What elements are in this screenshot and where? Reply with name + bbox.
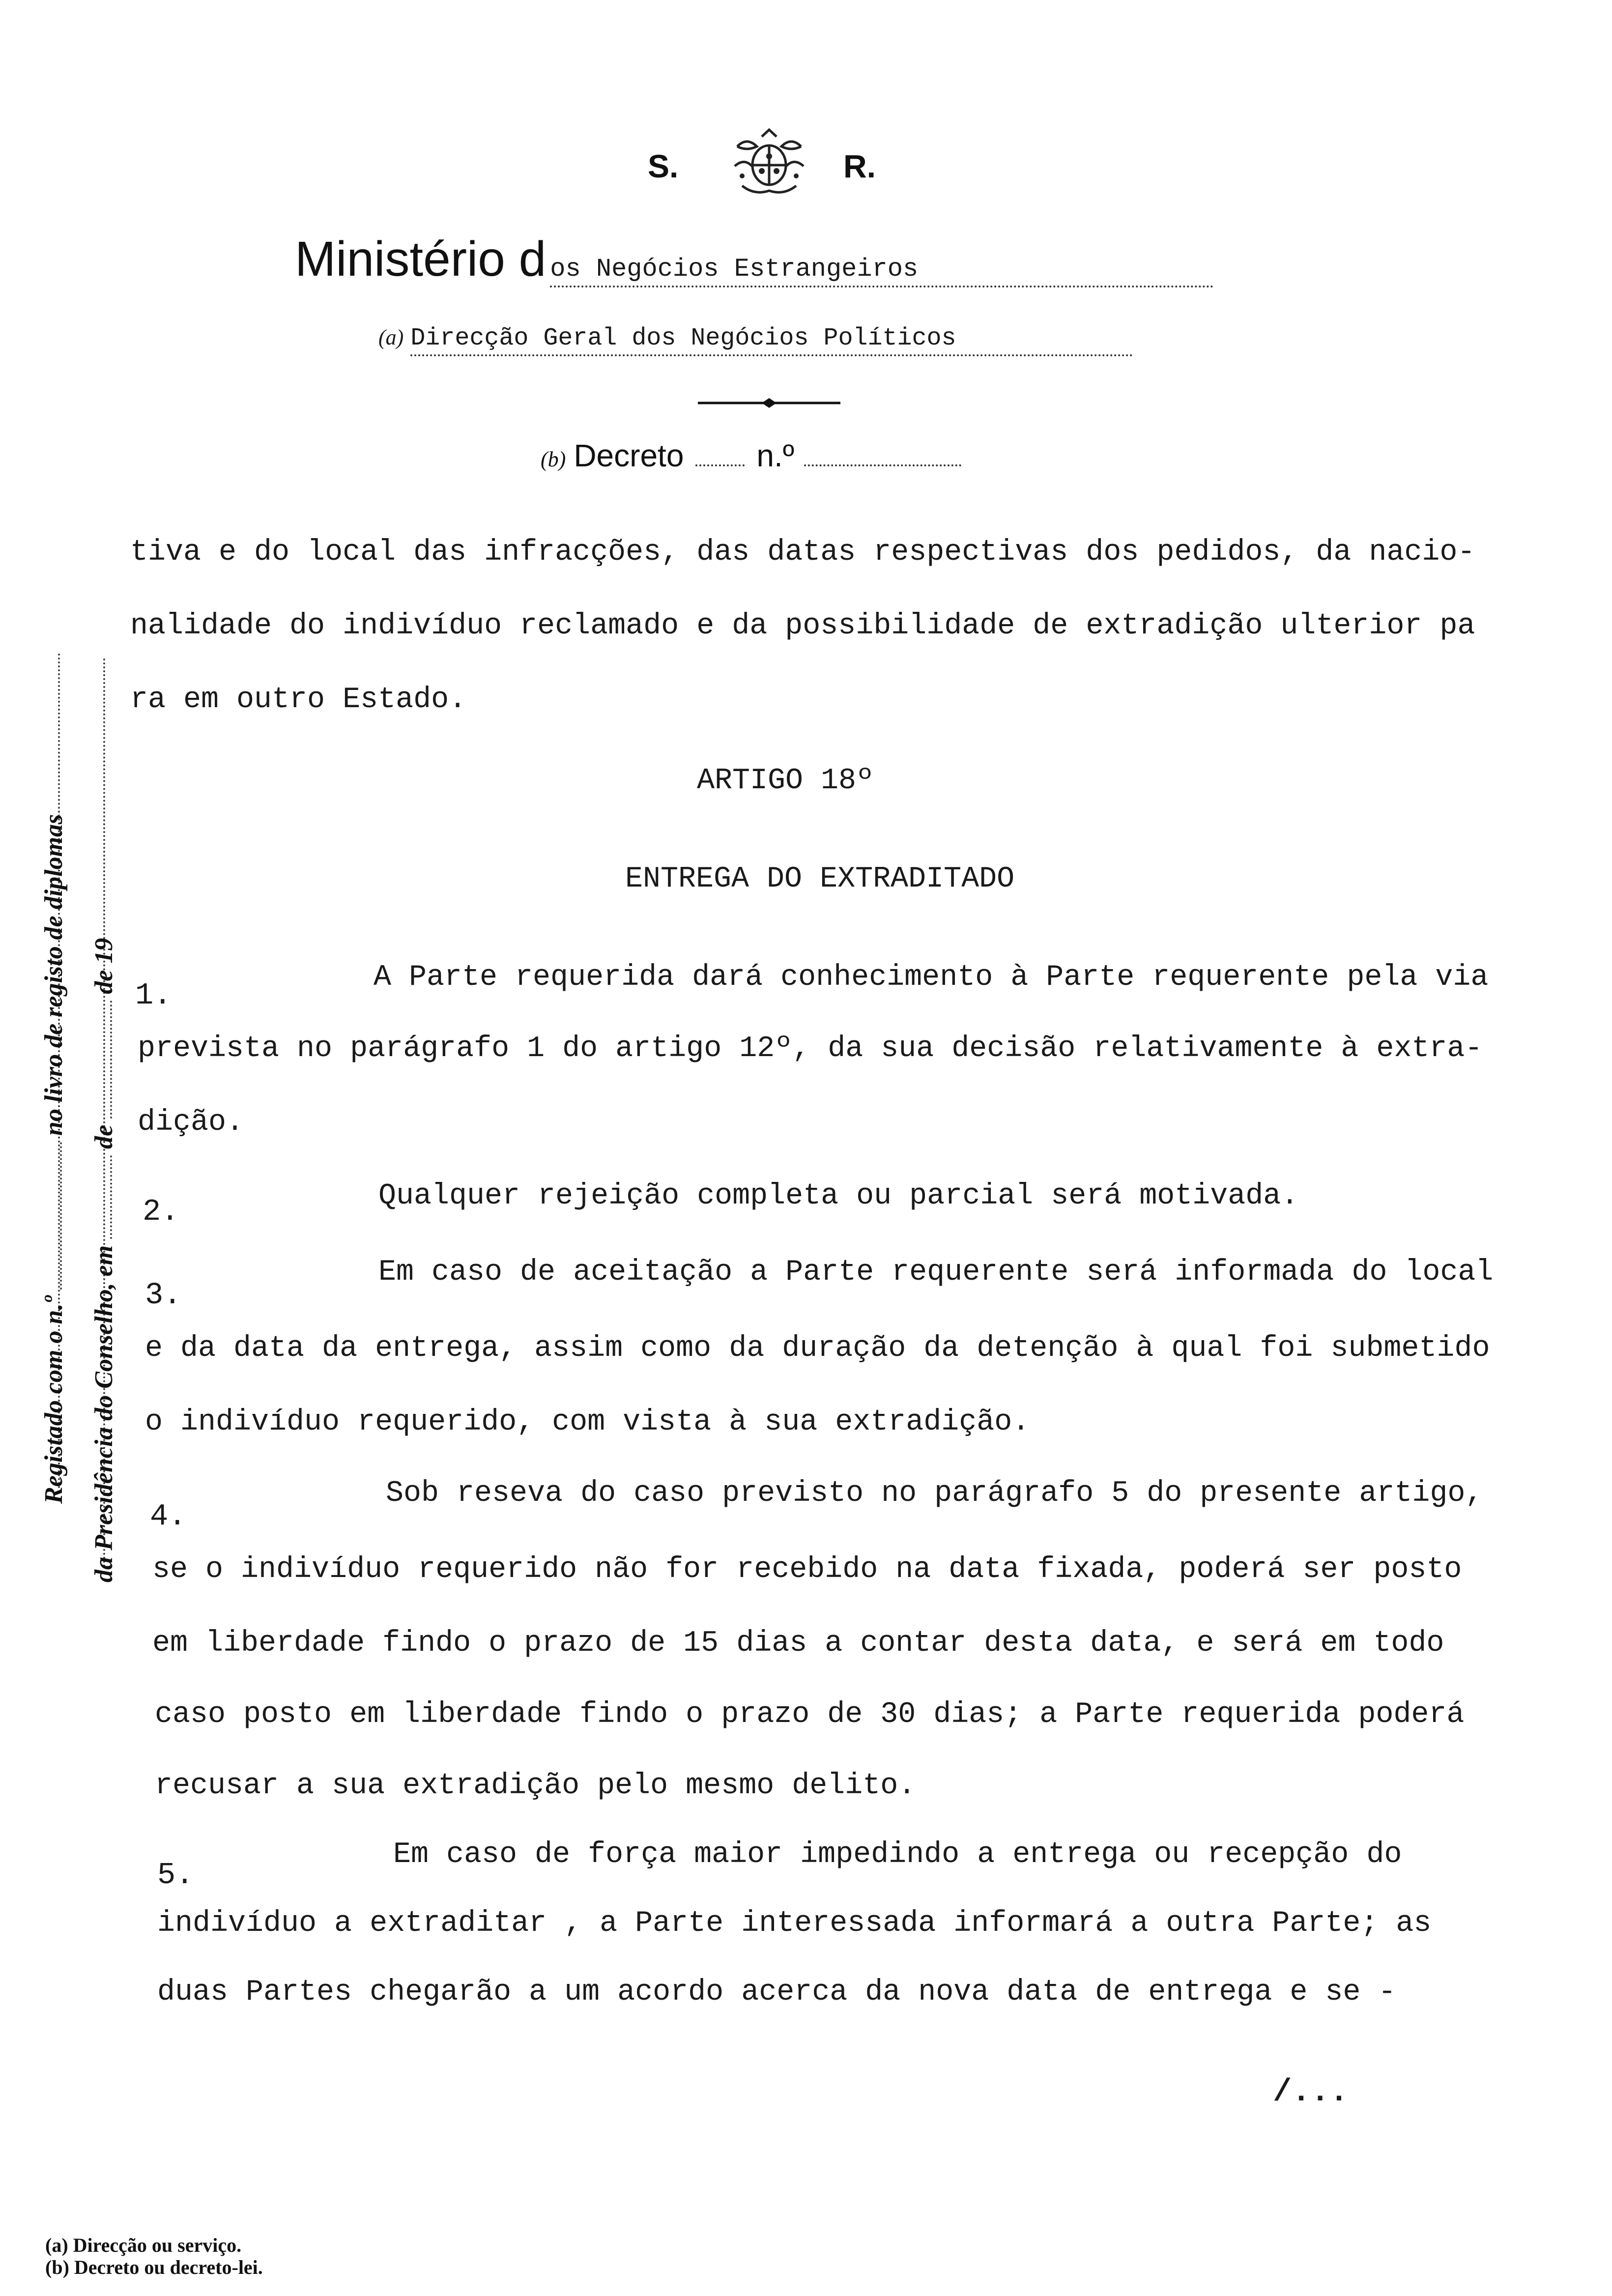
ornamental-divider (698, 393, 840, 413)
body-line: Em caso de aceitação a Parte requerente será informada do local (378, 1256, 1494, 1289)
body-line: tiva e do local das infracções, das datas respectivas dos pedidos, da nacio- (130, 536, 1475, 569)
decree-line (541, 437, 961, 474)
decree-number-field (804, 464, 961, 466)
body-line: Qualquer rejeição completa ou parcial será motivada. (378, 1179, 1299, 1213)
paragraph-number: 3. (145, 1278, 182, 1313)
body-line: em liberdade findo o prazo de 15 dias a contar desta data, e será em todo (152, 1627, 1444, 1660)
body-line: dição. (138, 1106, 244, 1139)
paragraph-number: 4. (150, 1499, 187, 1534)
letterhead-initial-r: R. (843, 148, 876, 184)
coat-of-arms-icon (727, 127, 811, 201)
decree-number-label: n.º (756, 438, 795, 473)
paragraph-number: 2. (143, 1194, 179, 1229)
body-line: Em caso de força maior impedindo a entrega ou recepção do (393, 1838, 1402, 1871)
registry-year-label: de 19 (90, 938, 118, 994)
body-line: recusar a sua extradição pelo mesmo delito. (155, 1769, 916, 1803)
article-title: ARTIGO 18º (697, 764, 874, 798)
registry-book-label: no livro de registo de diplomas (40, 814, 68, 1136)
registry-date-label: da Presidência do Conselho, em (90, 1245, 118, 1582)
body-line: nalidade do indivíduo reclamado e da possibilidade de extradição ulterior pa (130, 609, 1475, 643)
paragraph-number: 5. (157, 1858, 194, 1893)
body-line: ra em outro Estado. (130, 683, 467, 717)
body-line: e da data da entrega, assim como da duração da detenção à qual foi submetido (145, 1332, 1490, 1365)
body-line: Sob reseva do caso previsto no parágrafo 5 do presente artigo, (386, 1477, 1483, 1510)
decree-type-field (695, 464, 745, 466)
article-subtitle: ENTREGA DO EXTRADITADO (625, 862, 1015, 896)
body-line: o indivíduo requerido, com vista à sua extradição. (145, 1406, 1030, 1439)
continuation-mark: /... (1273, 2075, 1349, 2110)
ministry-line (295, 231, 1213, 287)
registry-note-line-1 (39, 814, 68, 1504)
registry-month-label: de (90, 1124, 118, 1149)
decree-label: Decreto (574, 438, 684, 473)
body-line: prevista no parágrafo 1 do artigo 12º, da sua decisão relativamente à extra- (138, 1032, 1483, 1065)
department-footnote-mark: (a) (378, 325, 404, 349)
registry-note-line-2 (89, 938, 118, 1582)
ministry-name-field: os Negócios Estrangeiros (550, 255, 1213, 287)
ministry-label: Ministério d (295, 231, 547, 287)
body-line: caso posto em liberdade findo o prazo de 30 dias; a Parte requerida poderá (155, 1698, 1465, 1731)
letterhead-initial-s: S. (648, 148, 679, 184)
footnote-a: (a) Direcção ou serviço. (45, 2234, 242, 2256)
department-line (378, 324, 1133, 356)
paragraph-number: 1. (135, 978, 172, 1013)
department-name-field: Direcção Geral dos Negócios Políticos (410, 324, 1133, 356)
body-line: duas Partes chegarão a um acordo acerca da nova data de entrega e se - (157, 1976, 1396, 2009)
body-line: A Parte requerida dará conhecimento à Parte requerente pela via (374, 961, 1489, 994)
body-line: se o indivíduo requerido não for recebido na data fixada, poderá ser posto (152, 1553, 1462, 1586)
body-line: indivíduo a extraditar , a Parte interessada informará a outra Parte; as (157, 1907, 1432, 1940)
footnote-b: (b) Decreto ou decreto-lei. (45, 2256, 263, 2278)
registry-number-label: Registado com o n.º (40, 1296, 68, 1504)
decree-footnote-mark: (b) (541, 447, 566, 471)
